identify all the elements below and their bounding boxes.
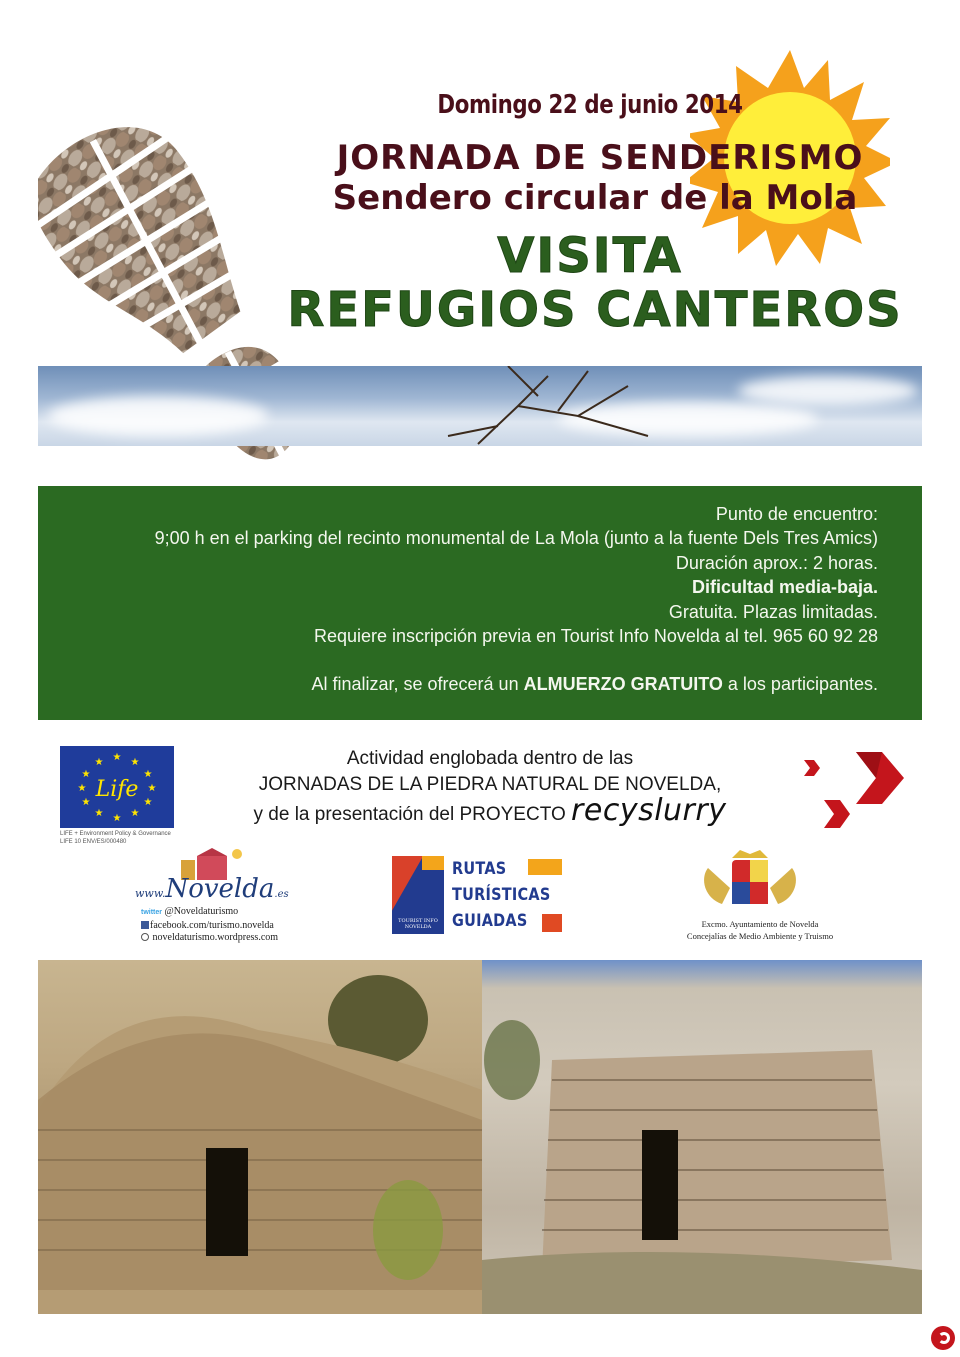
novelda-tourism-logo: www.Novelda.es twitter @Noveldaturismo facebook.com/turismo.novelda noveldaturismo.wordpress.com <box>135 848 310 943</box>
life-caption: LIFE + Environment Policy & Governance LIFE 10 ENV/ES/000480 <box>60 831 171 845</box>
sponsor-line2: JORNADAS DE LA PIEDRA NATURAL DE NOVELDA, <box>258 774 722 795</box>
ayuntamiento-caption: Excmo. Ayuntamiento de Novelda Concejalías de Medio Ambiente y Truismo <box>686 919 834 941</box>
stone-hut-photo-right <box>482 960 922 1314</box>
svg-text:★: ★ <box>143 769 153 780</box>
event-info-box <box>38 486 922 720</box>
svg-text:★: ★ <box>130 757 140 768</box>
event-subtitle: Sendero circular de la Mola <box>332 178 858 218</box>
svg-text:Life: Life <box>95 777 139 802</box>
meeting-place: 9;00 h en el parking del recinto monumental de La Mola (junto a la fuente Dels Tres Amics) <box>154 528 878 549</box>
facebook-link[interactable]: facebook.com/turismo.novelda <box>141 920 278 933</box>
meeting-label: Punto de encuentro: <box>715 504 878 524</box>
recyslurry-chevrons-logo <box>800 748 910 832</box>
sponsor-line1: Actividad englobada dentro de las <box>346 748 634 769</box>
rutas-turisticas-logo: TOURIST INFO NOVELDA RUTAS TURÍSTICAS GUIADAS <box>392 856 567 936</box>
svg-text:★: ★ <box>147 783 157 794</box>
lunch-bold: ALMUERZO GRATUITO <box>523 674 723 695</box>
sponsor-text <box>180 746 800 828</box>
event-title: JORNADA DE SENDERISMO <box>336 138 864 178</box>
highlight-visita: VISITA <box>497 228 683 284</box>
hut-door <box>642 1130 678 1240</box>
svg-text:★: ★ <box>112 813 122 824</box>
svg-text:★: ★ <box>130 808 140 819</box>
svg-text:★: ★ <box>143 797 153 808</box>
tourist-info-badge: TOURIST INFO NOVELDA <box>392 856 444 934</box>
hut-door <box>206 1148 248 1256</box>
twitter-icon: twitter <box>141 909 162 916</box>
price: Gratuita. Plazas limitadas. <box>668 601 878 622</box>
wordpress-icon <box>141 933 149 941</box>
svg-text:★: ★ <box>77 783 87 794</box>
registration: Requiere inscripción previa en Tourist Info Novelda al tel. 965 60 92 28 <box>313 626 878 647</box>
svg-text:★: ★ <box>94 808 104 819</box>
stone-hut-photo-left <box>38 960 482 1314</box>
sponsor-line3: y de la presentación del PROYECTO recyslurry <box>253 793 727 828</box>
twitter-link[interactable]: twitter @Noveldaturismo <box>141 906 239 917</box>
lunch-note: Al finalizar, se ofrecerá un ALMUERZO GRATUITO a los participantes. <box>311 674 878 695</box>
wordpress-link[interactable]: noveldaturismo.wordpress.com <box>141 932 278 945</box>
duration: Duración aprox.: 2 horas. <box>675 552 878 573</box>
event-date: Domingo 22 de junio 2014 <box>437 90 743 120</box>
sky-banner-image <box>38 366 922 446</box>
svg-text:★: ★ <box>94 757 104 768</box>
facebook-icon <box>141 921 149 929</box>
tree-branches-icon <box>418 366 678 446</box>
project-name: recyslurry <box>571 793 727 828</box>
svg-text:★: ★ <box>112 752 122 763</box>
svg-text:★: ★ <box>81 797 91 808</box>
eu-life-logo <box>60 746 174 828</box>
svg-text:★: ★ <box>81 769 91 780</box>
coat-of-arms-icon <box>700 848 800 914</box>
difficulty: Dificultad media-baja. <box>691 577 878 598</box>
publisher-logo-icon <box>931 1326 955 1350</box>
highlight-refugios: REFUGIOS CANTEROS <box>287 282 903 338</box>
